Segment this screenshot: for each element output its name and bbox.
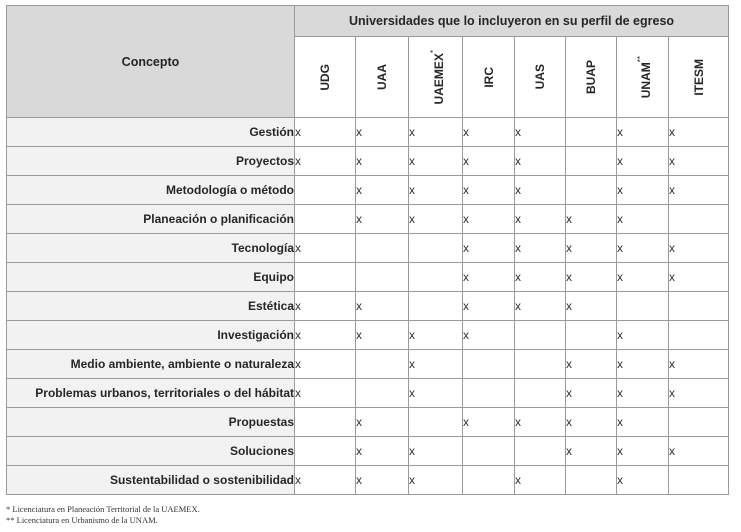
inclusion-cell [669,408,729,437]
table-row [7,321,729,350]
concepts-table [6,5,729,495]
inclusion-cell: x [617,379,669,408]
concept-label: Equipo [7,263,295,292]
inclusion-cell [356,379,409,408]
concept-label: Medio ambiente, ambiente o naturaleza [7,350,295,379]
inclusion-cell: x [566,408,617,437]
concept-label: Problemas urbanos, territoriales o del hábitat [7,379,295,408]
inclusion-cell: x [515,176,566,205]
inclusion-cell [409,234,463,263]
table-row [7,147,729,176]
university-header [617,37,669,118]
university-header [669,37,729,118]
inclusion-cell [566,118,617,147]
inclusion-cell: x [617,350,669,379]
university-header [566,37,617,118]
inclusion-cell [295,263,356,292]
table-row [7,350,729,379]
inclusion-cell: x [463,263,515,292]
inclusion-cell: x [463,408,515,437]
university-name: BUAP [584,59,598,94]
inclusion-cell [463,466,515,495]
inclusion-cell: x [669,350,729,379]
inclusion-cell: x [463,321,515,350]
university-name: UAS [533,64,547,90]
university-name: ITESM [691,58,706,96]
inclusion-cell: x [566,350,617,379]
university-header [409,37,463,118]
university-header [515,37,566,118]
table-row [7,234,729,263]
university-name: UNAM [638,62,653,99]
inclusion-cell: x [356,118,409,147]
table-row [7,263,729,292]
inclusion-cell [356,350,409,379]
inclusion-cell [669,321,729,350]
inclusion-cell: x [295,466,356,495]
inclusion-cell: x [669,147,729,176]
inclusion-cell: x [463,147,515,176]
footnote: ** Licenciatura en Urbanismo de la UNAM. [6,515,158,525]
inclusion-cell: x [669,176,729,205]
inclusion-cell [669,205,729,234]
concept-label: Investigación [7,321,295,350]
inclusion-cell: x [617,321,669,350]
inclusion-cell [295,408,356,437]
inclusion-cell: x [566,205,617,234]
inclusion-cell: x [617,118,669,147]
inclusion-cell: x [617,263,669,292]
inclusion-cell: x [617,234,669,263]
inclusion-cell: x [515,205,566,234]
inclusion-cell: x [356,437,409,466]
inclusion-cell: x [295,350,356,379]
concept-label: Propuestas [7,408,295,437]
inclusion-cell: x [515,292,566,321]
inclusion-cell [566,147,617,176]
inclusion-cell [566,466,617,495]
inclusion-cell [295,437,356,466]
inclusion-cell: x [515,408,566,437]
university-name: UDG [318,63,332,91]
inclusion-cell [566,321,617,350]
concept-label: Estética [7,292,295,321]
inclusion-cell: x [409,147,463,176]
inclusion-cell: x [295,292,356,321]
concept-label: Sustentabilidad o sostenibilidad [7,466,295,495]
inclusion-cell [515,321,566,350]
inclusion-cell: x [669,263,729,292]
table-row [7,437,729,466]
inclusion-cell: x [409,379,463,408]
inclusion-cell: x [409,466,463,495]
university-name: UAEMEX [431,52,446,105]
inclusion-cell: x [463,176,515,205]
university-name: UAA [375,64,389,90]
table-row [7,379,729,408]
concept-label: Soluciones [7,437,295,466]
inclusion-cell [566,176,617,205]
inclusion-cell [409,408,463,437]
inclusion-cell: x [295,118,356,147]
inclusion-cell [356,263,409,292]
inclusion-cell: x [409,350,463,379]
inclusion-cell: x [356,321,409,350]
inclusion-cell [295,176,356,205]
inclusion-cell: x [295,379,356,408]
inclusion-cell: x [617,205,669,234]
inclusion-cell: x [669,118,729,147]
inclusion-cell [409,292,463,321]
inclusion-cell [295,205,356,234]
table-row [7,466,729,495]
inclusion-cell: x [617,147,669,176]
inclusion-cell [617,292,669,321]
inclusion-cell: x [566,437,617,466]
inclusion-cell [515,379,566,408]
footnote-mark: * [428,49,438,53]
inclusion-cell: x [617,466,669,495]
inclusion-cell [463,437,515,466]
concept-label: Proyectos [7,147,295,176]
inclusion-cell: x [409,205,463,234]
inclusion-cell: x [295,234,356,263]
inclusion-cell: x [669,234,729,263]
concept-label: Gestión [7,118,295,147]
table-row [7,205,729,234]
inclusion-cell: x [463,292,515,321]
inclusion-cell: x [515,263,566,292]
inclusion-cell: x [463,118,515,147]
inclusion-cell: x [409,118,463,147]
inclusion-cell: x [356,147,409,176]
concept-label: Planeación o planificación [7,205,295,234]
inclusion-cell [409,263,463,292]
inclusion-cell [669,292,729,321]
footnotes [6,504,200,526]
universities-group-header: Universidades que lo incluyeron en su perfil de egreso [295,6,729,37]
inclusion-cell: x [356,292,409,321]
inclusion-cell: x [356,176,409,205]
table-row [7,176,729,205]
inclusion-cell: x [515,147,566,176]
inclusion-cell: x [463,234,515,263]
university-name: IRC [481,66,496,88]
inclusion-cell: x [566,263,617,292]
inclusion-cell: x [356,408,409,437]
concept-label: Tecnología [7,234,295,263]
inclusion-cell [669,466,729,495]
footnote-mark: ** [635,55,645,63]
inclusion-cell: x [515,466,566,495]
university-header [295,37,356,118]
university-header [463,37,515,118]
inclusion-cell [515,437,566,466]
inclusion-cell: x [409,176,463,205]
inclusion-cell: x [515,234,566,263]
concept-column-header: Concepto [7,6,295,118]
inclusion-cell [515,350,566,379]
inclusion-cell: x [295,147,356,176]
table-row [7,408,729,437]
inclusion-cell: x [295,321,356,350]
inclusion-cell: x [356,466,409,495]
table-row [7,118,729,147]
table-row [7,292,729,321]
inclusion-cell: x [566,234,617,263]
inclusion-cell: x [669,379,729,408]
university-header [356,37,409,118]
inclusion-cell: x [617,176,669,205]
inclusion-cell: x [409,321,463,350]
inclusion-cell [463,379,515,408]
inclusion-cell [356,234,409,263]
footnote: * Licenciatura en Planeación Territorial de la UAEMEX. [6,504,200,514]
inclusion-cell: x [617,437,669,466]
inclusion-cell: x [515,118,566,147]
inclusion-cell: x [617,408,669,437]
inclusion-cell: x [566,379,617,408]
inclusion-cell: x [409,437,463,466]
inclusion-cell: x [566,292,617,321]
inclusion-cell: x [356,205,409,234]
concept-label: Metodología o método [7,176,295,205]
inclusion-cell: x [463,205,515,234]
inclusion-cell [463,350,515,379]
inclusion-cell: x [669,437,729,466]
